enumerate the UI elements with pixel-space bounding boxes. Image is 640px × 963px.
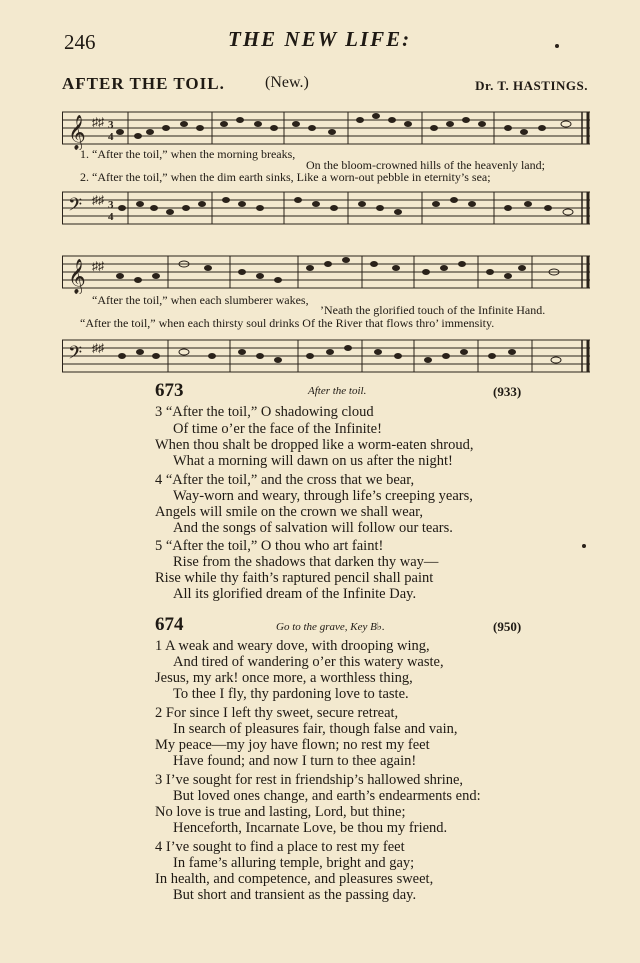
verse-line: And tired of wandering o’er this watery waste, [173,654,444,670]
svg-text:𝄞: 𝄞 [68,116,86,149]
hymn-674-meter: (950) [493,619,522,634]
verse-line: Rise while thy faith’s raptured pencil shall paint [155,570,434,586]
verse-line: 4 I’ve sought to find a place to rest my feet [155,839,405,855]
running-title: THE NEW LIFE: [228,27,412,51]
svg-text:♯♯: ♯♯ [92,341,104,355]
verse-line: What a morning will dawn on us after the night! [173,453,453,469]
svg-text:𝄞: 𝄞 [68,260,86,293]
verse-line: Rise from the shadows that darken thy way— [173,554,439,570]
svg-text:3: 3 [108,199,114,211]
verse-line: Henceforth, Incarnate Love, be thou my friend. [173,820,448,836]
verse-line: But short and transient as the passing day. [173,887,417,903]
svg-text:♯♯: ♯♯ [92,259,104,273]
verse-line: 3 I’ve sought for rest in friendship’s hallowed shrine, [155,772,464,788]
system1-bass-staff [62,184,590,230]
svg-text:4: 4 [108,131,114,143]
verse-line: In health, and competence, and pleasures sweet, [155,871,434,887]
tune-note: (New.) [265,74,309,91]
verse-line: 1 A weak and weary dove, with drooping wing, [155,638,430,654]
verse-line: In fame’s alluring temple, bright and gay; [173,855,415,871]
tune-title: AFTER THE TOIL. [62,74,225,93]
lyric-s2-v1a: “After the toil,” when each slumberer wakes, [92,293,309,307]
svg-text:𝄢: 𝄢 [68,342,83,367]
verse-line: Way-worn and weary, through life’s creeping years, [173,488,473,504]
verse-line: Angels will smile on the crown we shall wear, [155,504,424,520]
tune-composer: Dr. T. HASTINGS. [475,78,588,93]
svg-text:♯♯: ♯♯ [92,193,104,207]
ink-speck [555,44,559,48]
svg-text:4: 4 [108,211,114,223]
hymn-673-meter: (933) [493,384,522,399]
verse-line: But loved ones change, and earth’s endearments end: [173,788,481,804]
page-number: 246 [64,30,96,54]
hymn-number-673: 673 [155,380,184,401]
verse-line: 3 “After the toil,” O shadowing cloud [155,404,374,420]
lyric-s1-v1a: 1. “After the toil,” when the morning breaks, [80,147,296,161]
svg-text:♯♯: ♯♯ [92,115,104,129]
svg-text:𝄢: 𝄢 [68,194,83,219]
lyric-s1-v2: 2. “After the toil,” when the dim earth sinks, Like a worn-out pebble in eternity’s sea; [80,170,491,184]
verse-line: To thee I fly, thy pardoning love to taste. [173,686,409,702]
lyric-s2-v2: “After the toil,” when each thirsty soul drinks Of the River that flows thro’ immensity. [80,316,495,330]
hymn-673-tune: After the toil. [308,385,367,397]
system1-treble-staff [62,104,590,150]
verse-line: Have found; and now I turn to thee again! [173,753,417,769]
hymn-number-674: 674 [155,614,184,635]
verse-line: My peace—my joy have flown; no rest my feet [155,737,430,753]
lyric-s2-v1b: ’Neath the glorified touch of the Infinite Hand. [320,303,546,317]
verse-line: 4 “After the toil,” and the cross that we bear, [155,472,415,488]
verse-line: When thou shalt be dropped like a worm-eaten shroud, [155,437,474,453]
system2-bass-staff [62,332,590,378]
lyric-s1-v1b: On the bloom-crowned hills of the heavenly land; [306,158,545,172]
verse-line: 5 “After the toil,” O thou who art faint! [155,538,384,554]
verse-line: And the songs of salvation will follow our tears. [173,520,453,536]
system2-treble-staff [62,248,590,294]
verse-line: 2 For since I left thy sweet, secure retreat, [155,705,399,721]
svg-text:3: 3 [108,119,114,131]
hymn-674-tune: Go to the grave, Key B♭. [276,621,385,633]
ink-speck [582,544,586,548]
verse-line: Jesus, my ark! once more, a worthless thing, [155,670,413,686]
verse-line: All its glorified dream of the Infinite Day. [173,586,417,602]
verse-line: Of time o’er the face of the Infinite! [173,421,382,437]
verse-line: In search of pleasures fair, though false and vain, [173,721,458,737]
verse-line: No love is true and lasting, Lord, but thine; [155,804,406,820]
